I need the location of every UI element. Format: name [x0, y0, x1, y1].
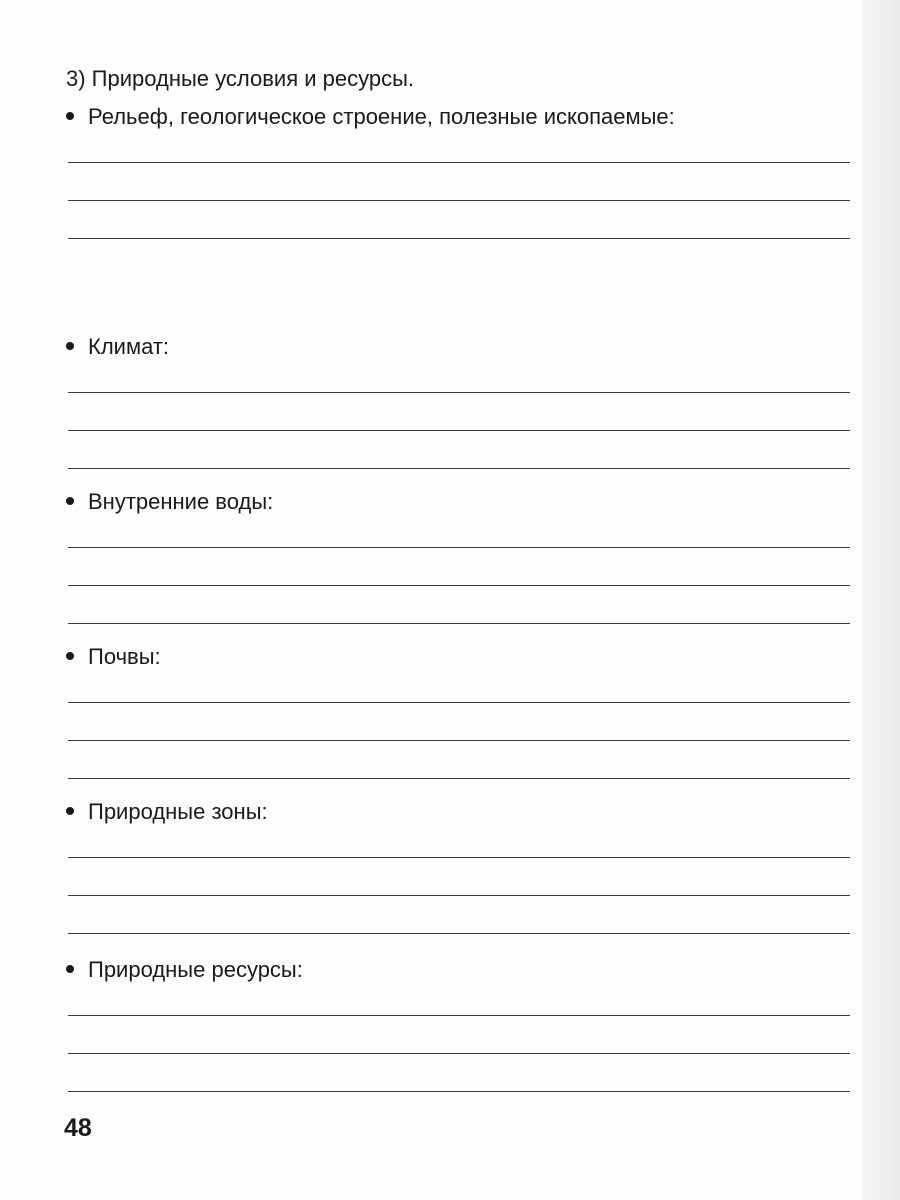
- answer-line[interactable]: [68, 162, 850, 163]
- item-heading: [66, 102, 856, 132]
- item-heading: [66, 955, 856, 985]
- page-edge-shadow: [862, 0, 900, 1200]
- item-relief: [66, 102, 856, 239]
- bullet-icon: [66, 652, 74, 660]
- answer-line[interactable]: [68, 740, 850, 741]
- bullet-icon: [66, 112, 74, 120]
- item-heading: [66, 487, 856, 517]
- answer-line[interactable]: [68, 547, 850, 548]
- answer-line[interactable]: [68, 895, 850, 896]
- item-soils: [66, 642, 856, 779]
- answer-line[interactable]: [68, 1053, 850, 1054]
- item-heading: [66, 642, 856, 672]
- item-natural-resources: [66, 955, 856, 1092]
- answer-line[interactable]: [68, 585, 850, 586]
- answer-line[interactable]: [68, 392, 850, 393]
- answer-line[interactable]: [68, 857, 850, 858]
- answer-line[interactable]: [68, 1015, 850, 1016]
- answer-line[interactable]: [68, 778, 850, 779]
- answer-line[interactable]: [68, 933, 850, 934]
- item-label: Внутренние воды:: [88, 489, 274, 514]
- item-label: Природные ресурсы:: [88, 957, 303, 982]
- item-heading: [66, 332, 856, 362]
- answer-line[interactable]: [68, 623, 850, 624]
- item-label: Почвы:: [88, 644, 161, 669]
- answer-line[interactable]: [68, 430, 850, 431]
- item-label: Рельеф, геологическое строение, полезные ископаемые:: [88, 104, 675, 129]
- bullet-icon: [66, 497, 74, 505]
- bullet-icon: [66, 965, 74, 973]
- answer-line[interactable]: [68, 1091, 850, 1092]
- item-inland-waters: [66, 487, 856, 624]
- answer-line[interactable]: [68, 468, 850, 469]
- item-heading: [66, 797, 856, 827]
- answer-line[interactable]: [68, 238, 850, 239]
- bullet-icon: [66, 342, 74, 350]
- item-climate: [66, 332, 856, 469]
- item-label: Природные зоны:: [88, 799, 268, 824]
- item-natural-zones: [66, 797, 856, 934]
- bullet-icon: [66, 807, 74, 815]
- answer-line[interactable]: [68, 200, 850, 201]
- answer-line[interactable]: [68, 702, 850, 703]
- item-label: Климат:: [88, 334, 170, 359]
- page-number: 48: [64, 1114, 92, 1142]
- section-title: 3) Природные условия и ресурсы.: [66, 66, 415, 91]
